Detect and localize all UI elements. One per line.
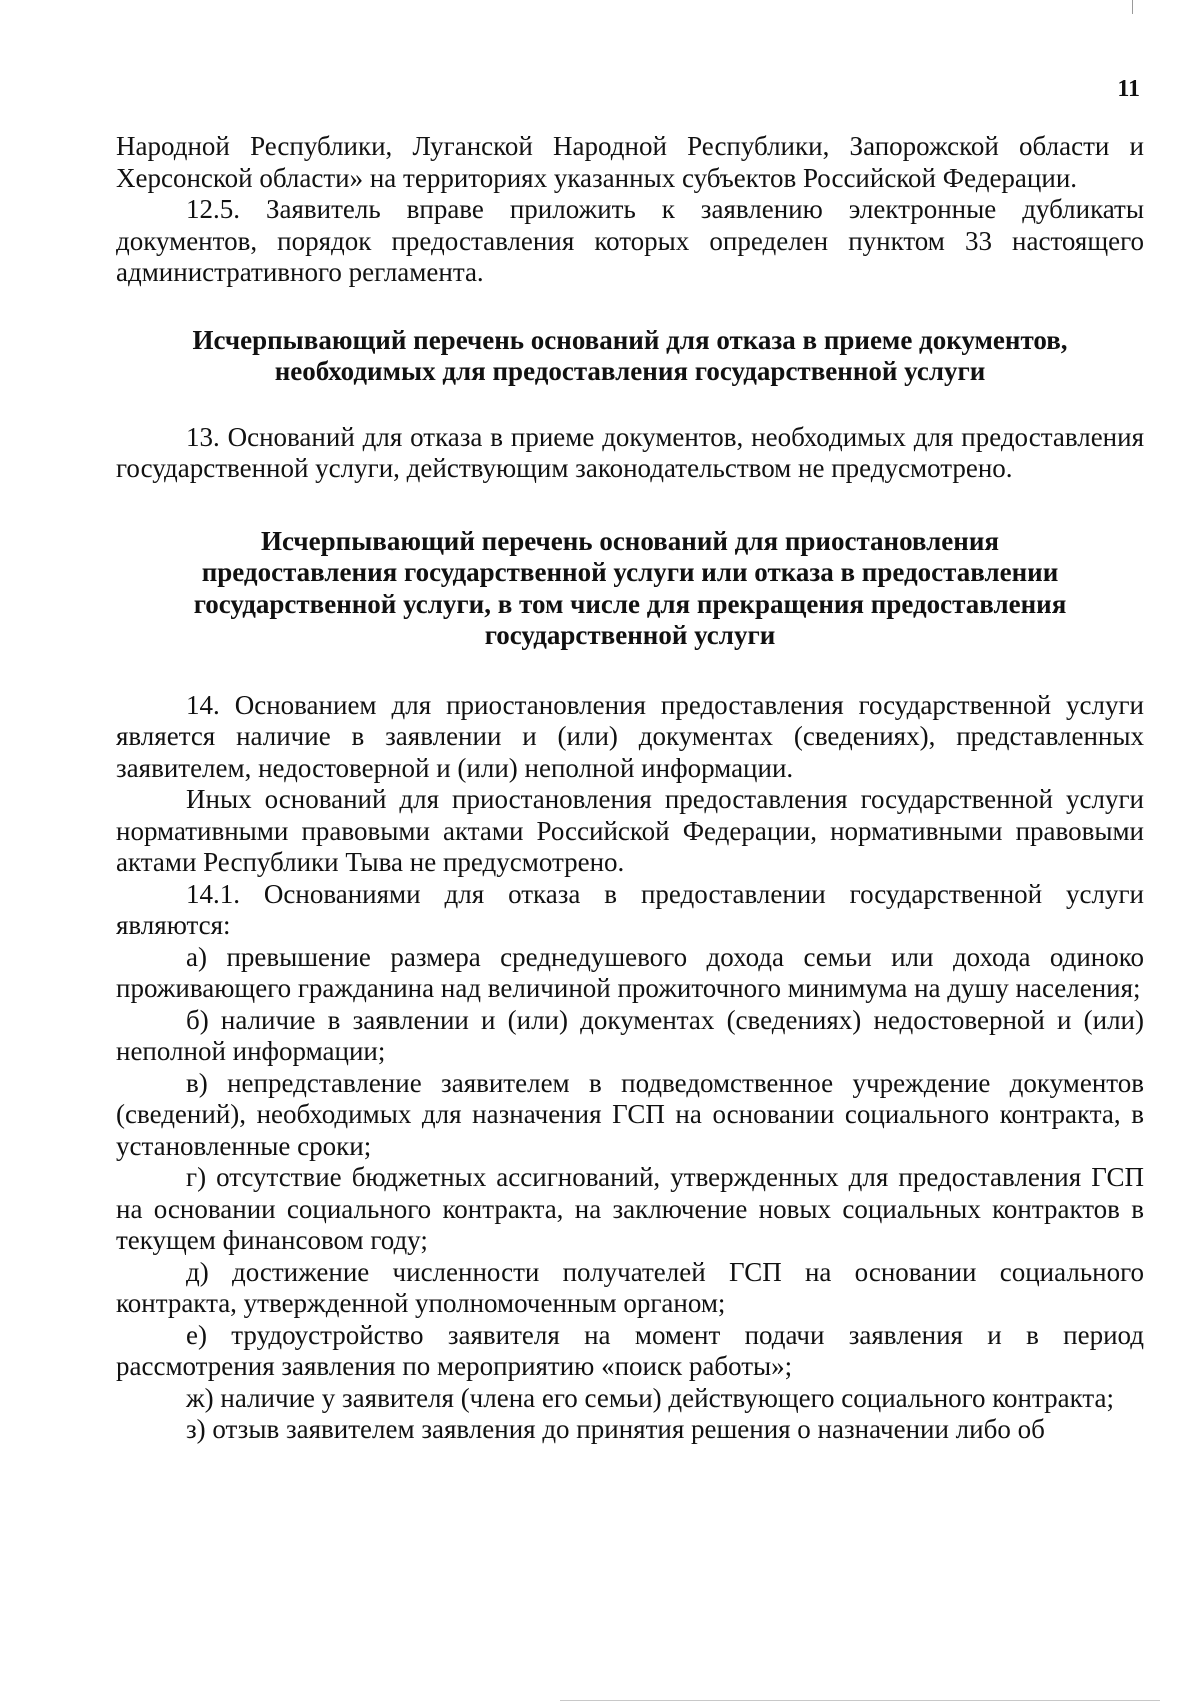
heading-line: государственной услуги, в том числе для прекращения предоставления — [193, 588, 1067, 619]
heading-line: Исчерпывающий перечень оснований для отказа в приеме документов, — [192, 324, 1068, 355]
section-heading-refusal-acceptance — [116, 325, 1144, 388]
list-item-b: б) наличие в заявлении и (или) документах (сведениях) недостоверной и (или) неполной информации; — [116, 1004, 1144, 1066]
list-item-g: г) отсутствие бюджетных ассигнований, утвержденных для предоставления ГСП на основании социального контракта, на заключение новых социальных контрактов в текущем финансовом году; — [116, 1162, 1144, 1255]
list-item-a: а) превышение размера среднедушевого дохода семьи или дохода одиноко проживающего гражданина над величиной прожиточного минимума на душу населения; — [116, 941, 1144, 1003]
section-heading-suspension-refusal — [116, 526, 1144, 652]
heading-line: Исчерпывающий перечень оснований для приостановления — [260, 525, 1000, 556]
paragraph-no-other-grounds: Иных оснований для приостановления предоставления государственной услуги нормативными правовыми актами Российской Федерации, нормативными правовыми актами Республики Тыва не предусмотрено. — [116, 784, 1144, 877]
heading-line: государственной услуги — [484, 620, 776, 650]
paragraph-12-5: 12.5. Заявитель вправе приложить к заявлению электронные дубликаты документов, порядок предоставления которых определен пунктом 33 настоящего административного регламента. — [116, 194, 1144, 287]
list-item-d: д) достижение численности получателей ГСП на основании социального контракта, утвержденной уполномоченным органом; — [116, 1256, 1144, 1318]
heading-line: необходимых для предоставления государственной услуги — [274, 356, 986, 386]
paragraph-14: 14. Основанием для приостановления предоставления государственной услуги является наличие в заявлении и (или) документах (сведениях), представленных заявителем, недостоверной и (или) неполной информации. — [116, 689, 1144, 783]
heading-line: предоставления государственной услуги или отказа в предоставлении — [201, 557, 1059, 587]
list-item-v: в) непредставление заявителем в подведомственное учреждение документов (сведений), необходимых для назначения ГСП на основании социального контракта, в установленные сроки; — [116, 1067, 1144, 1161]
paragraph-14-1: 14.1. Основаниями для отказа в предоставлении государственной услуги являются: — [116, 878, 1144, 940]
page-number: 11 — [1117, 76, 1140, 102]
list-item-e: е) трудоустройство заявителя на момент подачи заявления и в период рассмотрения заявления по мероприятию «поиск работы»; — [116, 1319, 1144, 1381]
scan-edge-mark — [1132, 0, 1133, 14]
list-item-zh: ж) наличие у заявителя (члена его семьи) действующего социального контракта; — [186, 1382, 1114, 1413]
list-item-z: з) отзыв заявителем заявления до принятия решения о назначении либо об — [186, 1414, 1045, 1444]
scan-bottom-line — [560, 1700, 1160, 1701]
paragraph-continuation: Народной Республики, Луганской Народной Республики, Запорожской области и Херсонской области» на территориях указанных субъектов Российской Федерации. — [116, 131, 1144, 193]
paragraph-13: 13. Оснований для отказа в приеме документов, необходимых для предоставления государственной услуги, действующим законодательством не предусмотрено. — [116, 421, 1144, 483]
document-body — [116, 131, 1144, 1446]
